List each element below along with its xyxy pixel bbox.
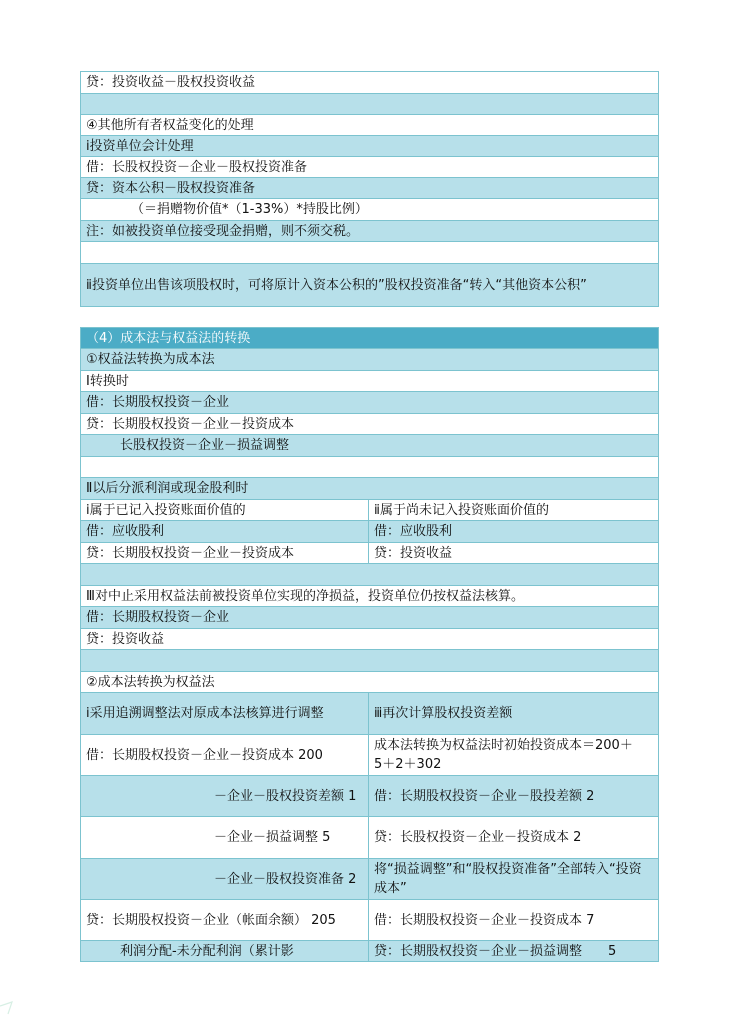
- split-left-cell: 贷：长期股权投资－企业（帐面余额） 205: [81, 900, 369, 941]
- row-text: Ⅰ转换时: [81, 371, 659, 392]
- row-text: 贷：投资收益: [81, 629, 659, 650]
- row-text: 长股权投资－企业－损益调整: [81, 435, 659, 457]
- row-text: ⅱ投资单位出售该项股权时，可将原计入资本公积的”股权投资准备“转入“其他资本公积”: [81, 264, 659, 307]
- row-text: 借：长期股权投资－企业: [81, 607, 659, 629]
- row-text: ⅰ投资单位会计处理: [81, 136, 659, 157]
- split-right-cell: 借：长期股权投资－企业－股投差额 2: [369, 776, 659, 817]
- row-text: 贷：资本公积－股权投资准备: [81, 178, 659, 199]
- empty-row: [81, 242, 659, 264]
- subsection-title: ②成本法转换为权益法: [81, 672, 659, 693]
- split-left-cell: ⅰ属于已记入投资账面价值的: [81, 500, 369, 521]
- row-text: 借：长股权投资－企业－股权投资准备: [81, 157, 659, 178]
- split-left-cell: －企业－损益调整 5: [81, 817, 369, 859]
- empty-row: [81, 94, 659, 115]
- split-left-cell: 借：应收股利: [81, 521, 369, 543]
- row-text: Ⅱ以后分派利润或现金股利时: [81, 478, 659, 500]
- subsection-title: ①权益法转换为成本法: [81, 349, 659, 371]
- row-text: 贷：投资收益－股权投资收益: [81, 72, 659, 94]
- split-right-cell: ⅲ再次计算股权投资差额: [369, 693, 659, 735]
- split-left-cell: －企业－股权投资准备 2: [81, 859, 369, 900]
- row-text: （＝捐赠物价值*（1-33%）*持股比例）: [81, 199, 659, 221]
- row-text: 借：长期股权投资－企业: [81, 392, 659, 414]
- split-right-cell: 贷：长期股权投资－企业－损益调整 5: [369, 941, 659, 962]
- split-right-cell: 借：应收股利: [369, 521, 659, 543]
- empty-row: [81, 650, 659, 672]
- row-text: Ⅲ对中止采用权益法前被投资单位实现的净损益，投资单位仍按权益法核算。: [81, 586, 659, 607]
- section-header: （4）成本法与权益法的转换: [81, 328, 659, 349]
- split-right-cell: 将“损益调整”和“股权投资准备”全部转入“投资成本”: [369, 859, 659, 900]
- split-left-cell: －企业－股权投资差额 1: [81, 776, 369, 817]
- split-left-cell: 贷：长期股权投资－企业－投资成本: [81, 543, 369, 564]
- subsection-title: ④其他所有者权益变化的处理: [81, 115, 659, 136]
- split-right-cell: 贷：投资收益: [369, 543, 659, 564]
- note-text: 注：如被投资单位接受现金捐赠，则不须交税。: [81, 221, 659, 242]
- split-right-cell: 贷：长股权投资－企业－投资成本 2: [369, 817, 659, 859]
- split-right-cell: 借：长期股权投资－企业－投资成本 7: [369, 900, 659, 941]
- page-corner-mark: [0, 1000, 20, 1020]
- split-right-cell: 成本法转换为权益法时初始投资成本＝200＋5＋2＋302: [369, 735, 659, 776]
- split-right-cell: ⅱ属于尚未记入投资账面价值的: [369, 500, 659, 521]
- empty-row: [81, 564, 659, 586]
- split-left-cell: ⅰ采用追溯调整法对原成本法核算进行调整: [81, 693, 369, 735]
- split-left-cell: 利润分配-未分配利润（累计影: [81, 941, 369, 962]
- section2-table: [80, 327, 659, 962]
- split-left-cell: 借：长期股权投资－企业－投资成本 200: [81, 735, 369, 776]
- row-text: 贷：长期股权投资－企业－投资成本: [81, 414, 659, 435]
- section1-table: [80, 71, 659, 307]
- empty-row: [81, 457, 659, 478]
